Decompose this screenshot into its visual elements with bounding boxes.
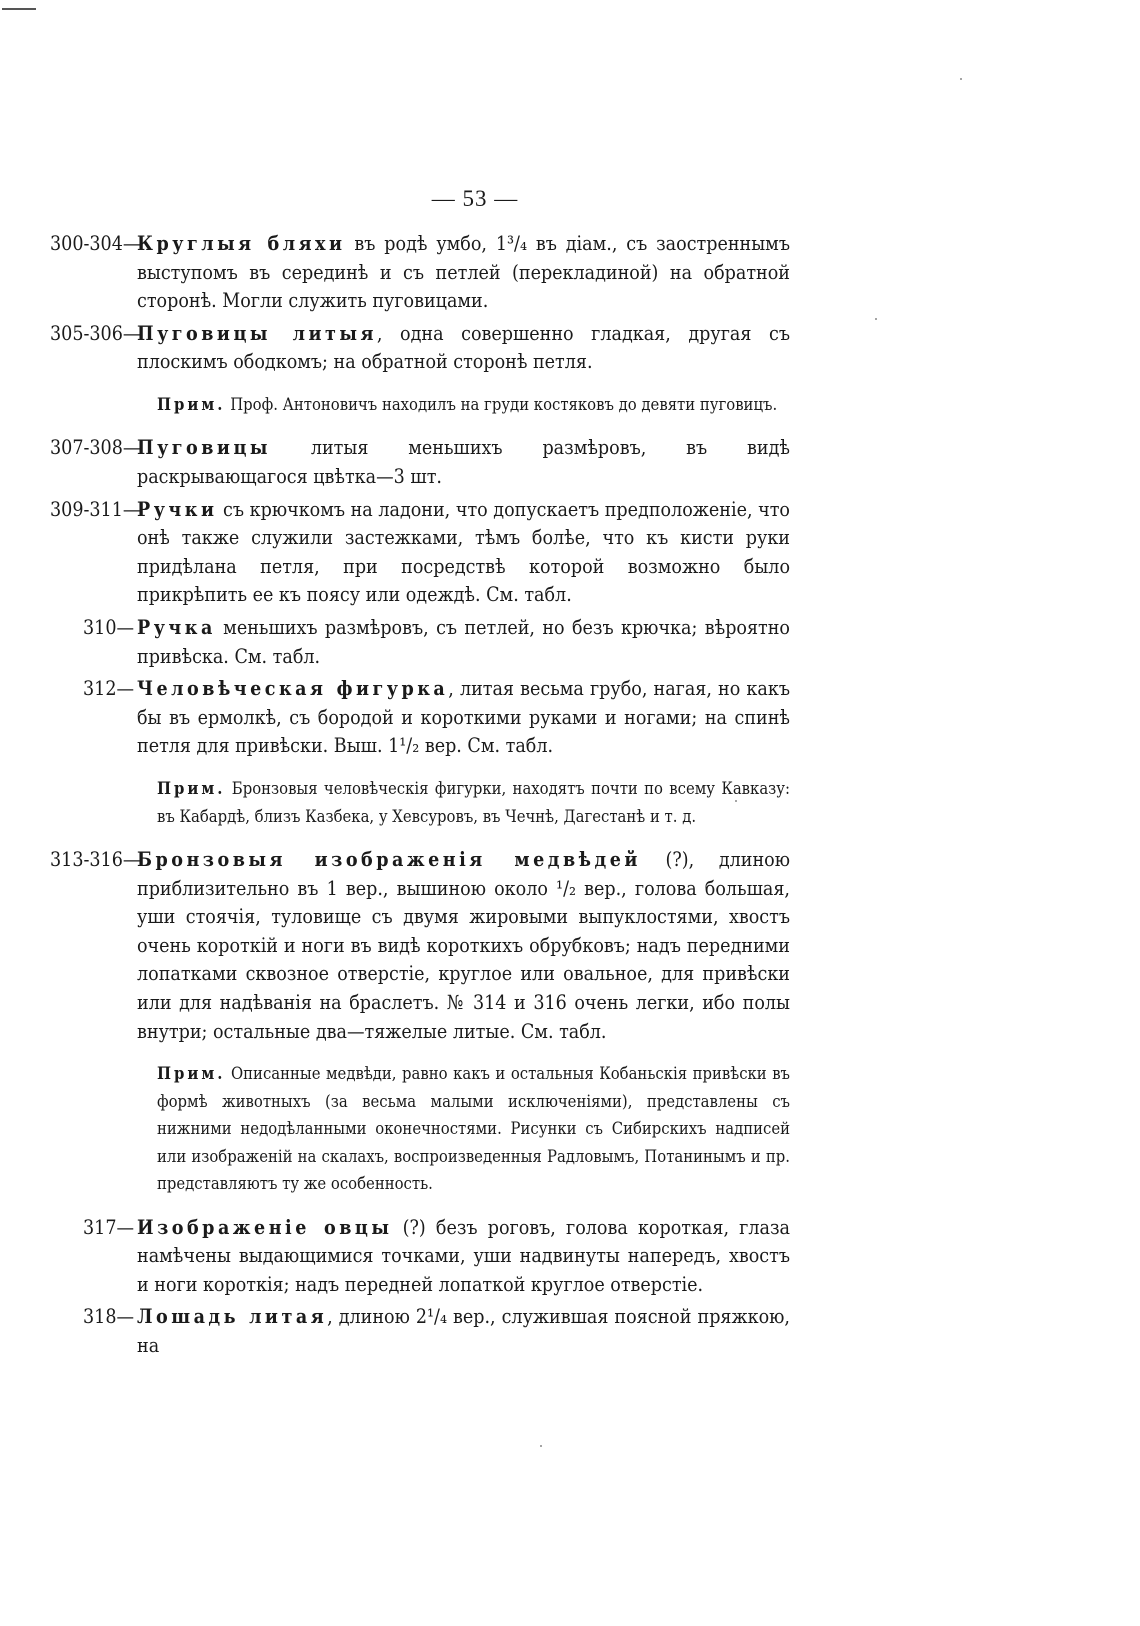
catalog-entry bbox=[50, 1303, 790, 1360]
entry-number: 310— bbox=[83, 616, 135, 640]
catalog-entry bbox=[50, 1214, 790, 1300]
entry-term: Круглыя бляхи bbox=[137, 232, 346, 255]
entry-number: 312— bbox=[83, 677, 135, 701]
entry-text: (?), длиною приблизительно въ 1 вер., вышиною около ¹/₂ вер., голова большая, уши стоячія, туловище съ двумя жировыми выпуклостями, хвостъ очень короткій и ноги въ видѣ короткихъ обрубковъ; надъ передними лопатками сквозное отверстіе, круглое или овальное, для привѣски или для надѣванія на браслетъ. № 314 и 316 очень легки, ибо полы внутри; остальные два—тяжелые литые. См. табл. bbox=[137, 848, 791, 1043]
entry-number: 313-316— bbox=[50, 848, 141, 871]
footnote bbox=[157, 391, 790, 419]
corner-scan-mark bbox=[2, 8, 36, 10]
entry-term: Лошадь литая bbox=[137, 1305, 328, 1329]
note-text: Бронзовыя человѣческія фигурки, находятъ почти по всему Кавказу: въ Кабардѣ, близъ Казбека, у Хевсуровъ, въ Чечнѣ, Дагестанѣ и т. д. bbox=[157, 779, 790, 826]
note-text: Проф. Антоновичъ находилъ на груди костяковъ до девяти пуговицъ. bbox=[225, 394, 778, 414]
entry-text: литыя меньшихъ размѣровъ, въ видѣ раскрывающагося цвѣтка—3 шт. bbox=[137, 436, 790, 489]
entry-term: Изображеніе овцы bbox=[137, 1215, 393, 1239]
entry-text: съ крючкомъ на ладони, что допускаетъ предположеніе, что онѣ также служили застежками, тѣмъ болѣе, что къ кисти руки придѣлана петля, при посредствѣ которой возможно было прикрѣпить ее къ поясу или одеждѣ. См. табл. bbox=[137, 497, 790, 607]
entry-text: (?) безъ роговъ, голова короткая, глаза намѣчены выдающимися точками, уши надвинуты напередъ, хвостъ и ноги короткія; надъ передней лопаткой круглое отверстіе. bbox=[137, 1215, 790, 1296]
entry-term: Ручка bbox=[137, 616, 216, 640]
catalog-entry bbox=[50, 675, 790, 761]
scan-speck bbox=[960, 78, 962, 80]
entry-text: меньшихъ размѣровъ, съ петлей, но безъ крючка; вѣроятно привѣска. См. табл. bbox=[137, 616, 790, 668]
entry-text: , одна совершенно гладкая, другая съ плоскимъ ободкомъ; на обратной сторонѣ петля. bbox=[137, 321, 790, 374]
entry-term: Бронзовыя изображенія медвѣдей bbox=[137, 848, 641, 871]
note-lead: Прим. bbox=[157, 394, 226, 414]
catalog-entry bbox=[50, 496, 790, 610]
footnote bbox=[157, 775, 790, 830]
catalog-entry bbox=[50, 320, 790, 377]
catalog-entry bbox=[50, 230, 790, 316]
entry-term: Пуговицы bbox=[137, 436, 271, 460]
catalog-entry bbox=[50, 614, 790, 671]
footnote bbox=[157, 1060, 790, 1198]
entry-term: Ручки bbox=[137, 497, 218, 521]
entry-text: въ родѣ умбо, 1³/₄ въ діам., съ заостреннымъ выступомъ въ серединѣ и съ петлей (перекладиной) на обратной сторонѣ. Могли служить пуговицами. bbox=[137, 232, 790, 313]
note-lead: Прим. bbox=[157, 779, 226, 798]
note-lead: Прим. bbox=[157, 1064, 226, 1084]
note-text: Описанные медвѣди, равно какъ и остальныя Кобаньскія привѣски въ формѣ животныхъ (за весьма малыми исключеніями), представлены съ нижними недодѣланными оконечностями. Рисунки съ Сибирскихъ надписей или изображеній на скалахъ, воспроизведенныя Радловымъ, Потанинымъ и пр. представляютъ ту же особенность. bbox=[157, 1064, 790, 1194]
entry-text: , литая весьма грубо, нагая, но какъ бы въ ермолкѣ, съ бородой и короткими руками и ногами; на спинѣ петля для привѣски. Выш. 1¹/₂ вер. См. табл. bbox=[137, 677, 790, 758]
entry-text: , длиною 2¹/₄ вер., служившая поясной пряжкою, на bbox=[137, 1305, 790, 1358]
entry-number: 305-306— bbox=[50, 321, 141, 345]
entry-number: 309-311— bbox=[50, 497, 141, 521]
scan-speck bbox=[875, 318, 877, 320]
entry-number: 317— bbox=[83, 1215, 135, 1239]
catalog-entry bbox=[50, 846, 790, 1046]
catalog-text bbox=[50, 230, 790, 1365]
page-number: — 53 — bbox=[431, 186, 519, 211]
entry-number: 300-304— bbox=[50, 232, 141, 255]
entry-number: 307-308— bbox=[50, 436, 141, 460]
scan-speck bbox=[540, 1445, 542, 1447]
entry-term: Пуговицы литыя bbox=[137, 321, 377, 345]
catalog-entry bbox=[50, 434, 790, 491]
entry-number: 318— bbox=[83, 1305, 135, 1329]
entry-term: Человѣческая фигурка bbox=[137, 677, 449, 701]
